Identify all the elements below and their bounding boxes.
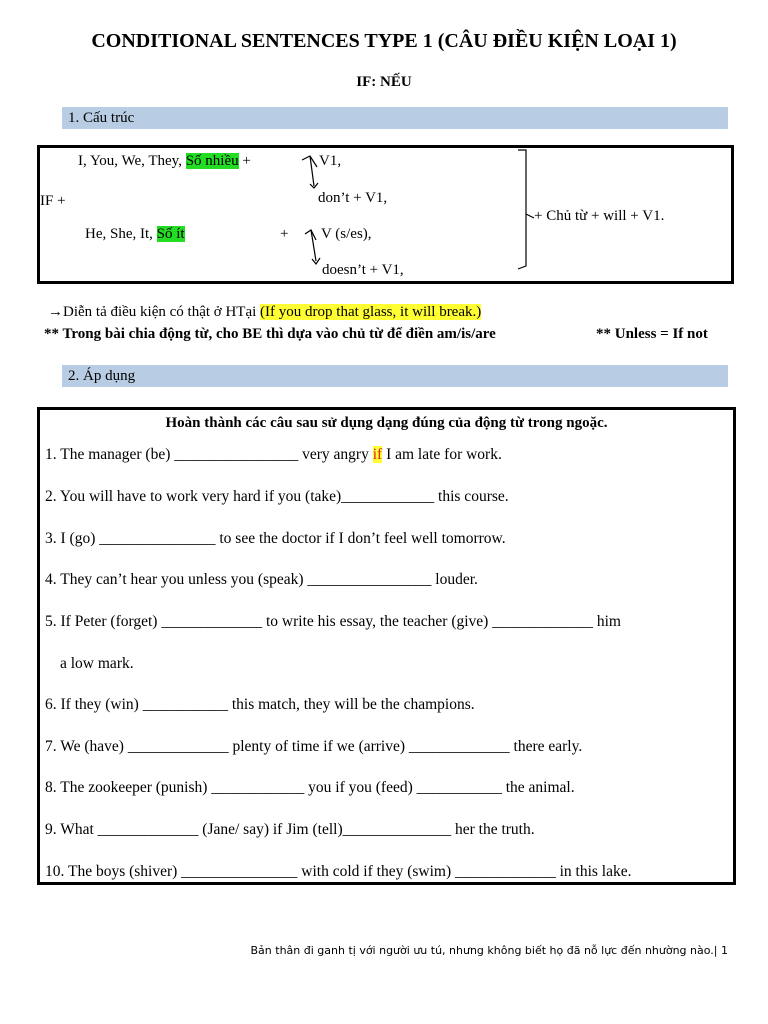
- right-brace: [518, 150, 526, 269]
- exercise-item-6: 6. If they (win) ___________ this match, they will be the champions.: [45, 696, 475, 713]
- singular-subjects-line: He, She, It, Số ít: [85, 226, 185, 242]
- exercise-item-4: 4. They can’t hear you unless you (speak) ________________ louder.: [45, 571, 478, 588]
- plural-verb: V1,: [319, 153, 342, 169]
- result-clause: + Chủ từ + will + V1.: [534, 208, 665, 224]
- singular-highlight: Số ít: [156, 226, 185, 242]
- structure-box: [37, 145, 734, 284]
- exercise-item-5: 5. If Peter (forget) _____________ to write his essay, the teacher (give) _____________ him: [45, 613, 621, 630]
- singular-negative-verb: doesn’t + V1,: [322, 262, 404, 278]
- exercise-item-7: 7. We (have) _____________ plenty of time if we (arrive) _____________ there early.: [45, 738, 583, 755]
- usage-note: →Diễn tả điều kiện có thật ở HTại (If you drop that glass, it will break.): [48, 304, 482, 320]
- exercise-item-8: 8. The zookeeper (punish) ____________ you if you (feed) ___________ the animal.: [45, 779, 575, 796]
- exercise-box: [37, 407, 736, 885]
- section-heading-apply: [62, 365, 728, 387]
- plural-subjects-line: I, You, We, They, Số nhiều +: [78, 153, 251, 169]
- page-subtitle: IF: NẾU: [356, 74, 412, 90]
- fork-arrow-singular: [305, 230, 316, 240]
- page-title: CONDITIONAL SENTENCES TYPE 1 (CÂU ĐIỀU KIỆN LOẠI 1): [91, 30, 677, 52]
- singular-verb: V (s/es),: [321, 226, 372, 242]
- section-heading-label: 2. Áp dụng: [68, 368, 136, 384]
- exercise-item-9: 9. What _____________ (Jane/ say) if Jim (tell)______________ her the truth.: [45, 821, 535, 838]
- if-label: IF +: [40, 193, 66, 209]
- exercise-item-2: 2. You will have to work very hard if you (take)____________ this course.: [45, 488, 509, 505]
- exercise-item-1: 1. The manager (be) ________________ very angry if I am late for work.: [45, 446, 502, 463]
- section-heading-structure: [62, 107, 728, 129]
- fork-arrow-plural: [302, 156, 317, 167]
- plural-negative-verb: don’t + V1,: [318, 190, 388, 206]
- section-heading-label: 1. Cấu trúc: [68, 110, 135, 126]
- if-highlight: if: [372, 446, 383, 463]
- exercise-item-3: 3. I (go) _______________ to see the doctor if I don’t feel well tomorrow.: [45, 530, 506, 547]
- page-footer: Bản thân đi ganh tị với người ưu tú, nhưng không biết họ đã nỗ lực đến nhường nào.| 1: [250, 944, 728, 957]
- exercise-item-10: 10. The boys (shiver) _______________ with cold if they (swim) _____________ in this lake.: [45, 863, 632, 880]
- plural-highlight: Số nhiều: [185, 153, 239, 169]
- exercise-item-5-continued: a low mark.: [60, 655, 134, 672]
- be-note: ** Trong bài chia động từ, cho BE thì dựa vào chủ từ để điền am/is/are: [44, 326, 496, 342]
- singular-plus: +: [280, 226, 289, 242]
- exercise-heading: Hoàn thành các câu sau sử dụng dạng đúng của động từ trong ngoặc.: [165, 415, 608, 431]
- usage-example: (If you drop that glass, it will break.): [260, 304, 482, 320]
- unless-note: ** Unless = If not: [596, 326, 708, 342]
